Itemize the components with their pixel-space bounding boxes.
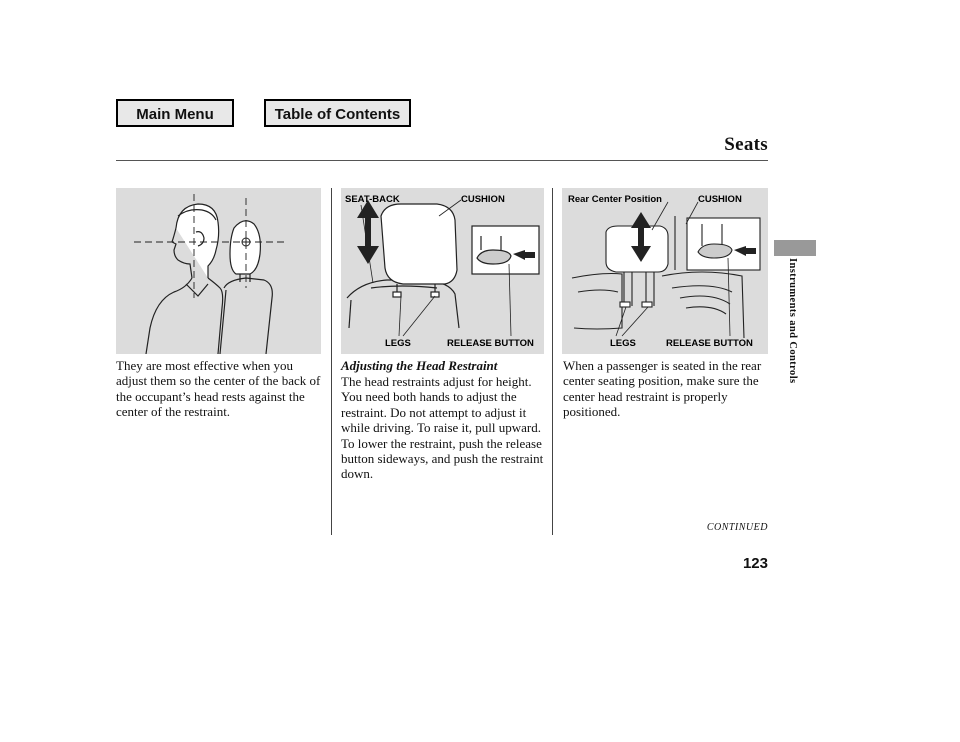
head-restraint-adjustment-illustration xyxy=(341,188,544,354)
head-alignment-drawing xyxy=(116,188,321,354)
rear-center-position-text: When a passenger is seated in the rear center seating position, make sure the center head restraint is properly positioned. xyxy=(563,358,762,420)
release-button-callout: RELEASE BUTTON xyxy=(447,338,534,349)
head-restraint-adjustment-text: The head restraints adjust for height. You need both hands to adjust the restraint. Do not attempt to adjust it while driving. To raise it, pull upward. To lower the restraint, push the release button sideways, and push the restraint down. xyxy=(341,374,544,482)
rear-center-position-illustration xyxy=(562,188,768,354)
cushion-callout-rear: CUSHION xyxy=(698,194,742,205)
seat-back-callout: SEAT-BACK xyxy=(345,194,400,205)
column-divider-1 xyxy=(331,188,332,535)
head-restraint-drawing xyxy=(341,188,544,354)
head-alignment-illustration xyxy=(116,188,321,354)
adjusting-head-restraint-heading: Adjusting the Head Restraint xyxy=(341,358,498,373)
legs-callout-rear: LEGS xyxy=(610,338,636,349)
chapter-tab xyxy=(774,240,816,256)
header-divider xyxy=(116,160,768,161)
cushion-callout: CUSHION xyxy=(461,194,505,205)
main-menu-button[interactable]: Main Menu xyxy=(116,99,234,127)
chapter-label: Instruments and Controls xyxy=(787,258,798,384)
table-of-contents-button[interactable]: Table of Contents xyxy=(264,99,411,127)
rear-center-drawing xyxy=(562,188,768,354)
head-restraint-effectiveness-text: They are most effective when you adjust them so the center of the back of the occupant’s head rests against the center of the restraint. xyxy=(116,358,321,420)
continued-label: CONTINUED xyxy=(706,522,768,533)
release-button-callout-rear: RELEASE BUTTON xyxy=(666,338,753,349)
legs-callout: LEGS xyxy=(385,338,411,349)
section-title: Seats xyxy=(724,134,768,155)
column-divider-2 xyxy=(552,188,553,535)
page-number: 123 xyxy=(742,555,768,572)
rear-center-position-callout: Rear Center Position xyxy=(568,194,662,205)
